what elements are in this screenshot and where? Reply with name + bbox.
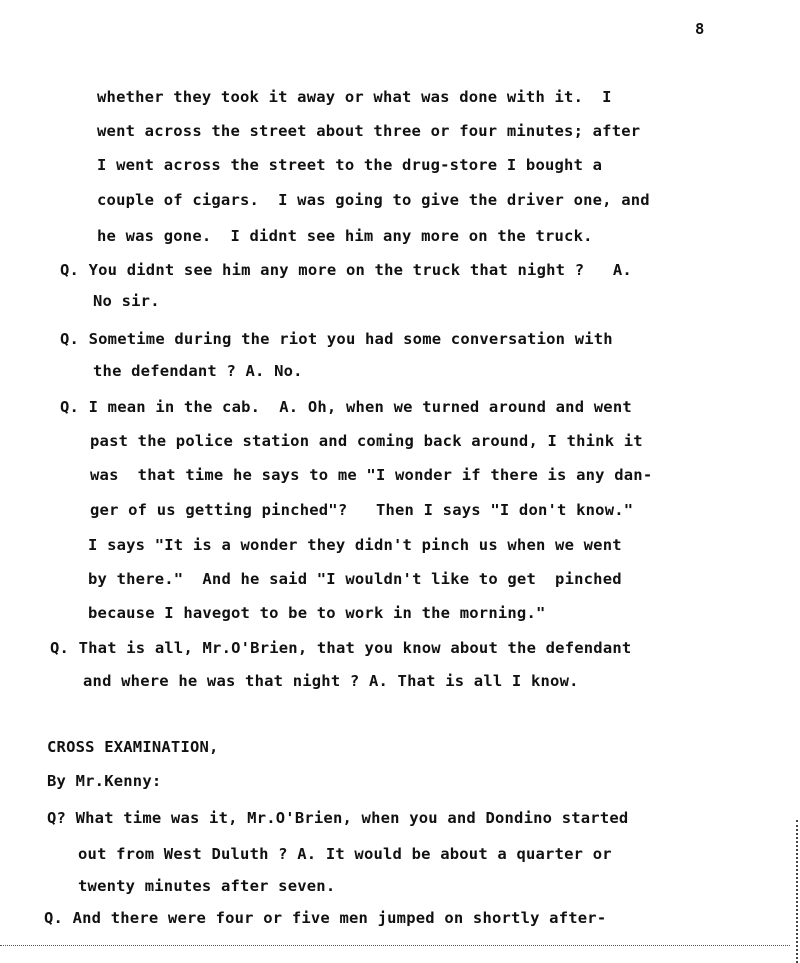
transcript-line: went across the street about three or four minutes; after: [97, 122, 641, 140]
transcript-line: was that time he says to me "I wonder if there is any dan-: [90, 466, 653, 484]
transcript-line: and where he was that night ? A. That is all I know.: [83, 672, 579, 690]
transcript-line: couple of cigars. I was going to give the driver one, and: [97, 191, 650, 209]
transcript-line: the defendant ? A. No.: [93, 362, 303, 380]
transcript-line: past the police station and coming back around, I think it: [90, 432, 643, 450]
transcript-line: CROSS EXAMINATION,: [47, 738, 219, 756]
transcript-line: because I havegot to be to work in the morning.": [88, 604, 546, 622]
transcript-line: whether they took it away or what was done with it. I: [97, 88, 612, 106]
transcript-line: out from West Duluth ? A. It would be about a quarter or: [78, 845, 612, 863]
transcript-line: ger of us getting pinched"? Then I says "I don't know.": [90, 501, 634, 519]
transcript-line: Q. Sometime during the riot you had some conversation with: [60, 330, 613, 348]
transcript-line: by there." And he said "I wouldn't like to get pinched: [88, 570, 622, 588]
transcript-line: Q? What time was it, Mr.O'Brien, when you and Dondino started: [47, 809, 629, 827]
transcript-line: twenty minutes after seven.: [78, 877, 336, 895]
transcript-line: No sir.: [93, 292, 160, 310]
transcript-line: By Mr.Kenny:: [47, 772, 162, 790]
transcript-line: Q. You didnt see him any more on the truck that night ? A.: [60, 261, 632, 279]
transcript-line: Q. That is all, Mr.O'Brien, that you know about the defendant: [50, 639, 632, 657]
scan-edge-bottom: [0, 945, 790, 946]
scan-edge-right: [796, 820, 798, 963]
transcript-line: I says "It is a wonder they didn't pinch us when we went: [88, 536, 622, 554]
transcript-line: Q. I mean in the cab. A. Oh, when we turned around and went: [60, 398, 632, 416]
transcript-line: he was gone. I didnt see him any more on the truck.: [97, 227, 593, 245]
page-number: 8: [695, 20, 705, 38]
transcript-line: I went across the street to the drug-store I bought a: [97, 156, 603, 174]
transcript-line: Q. And there were four or five men jumped on shortly after-: [44, 909, 607, 927]
